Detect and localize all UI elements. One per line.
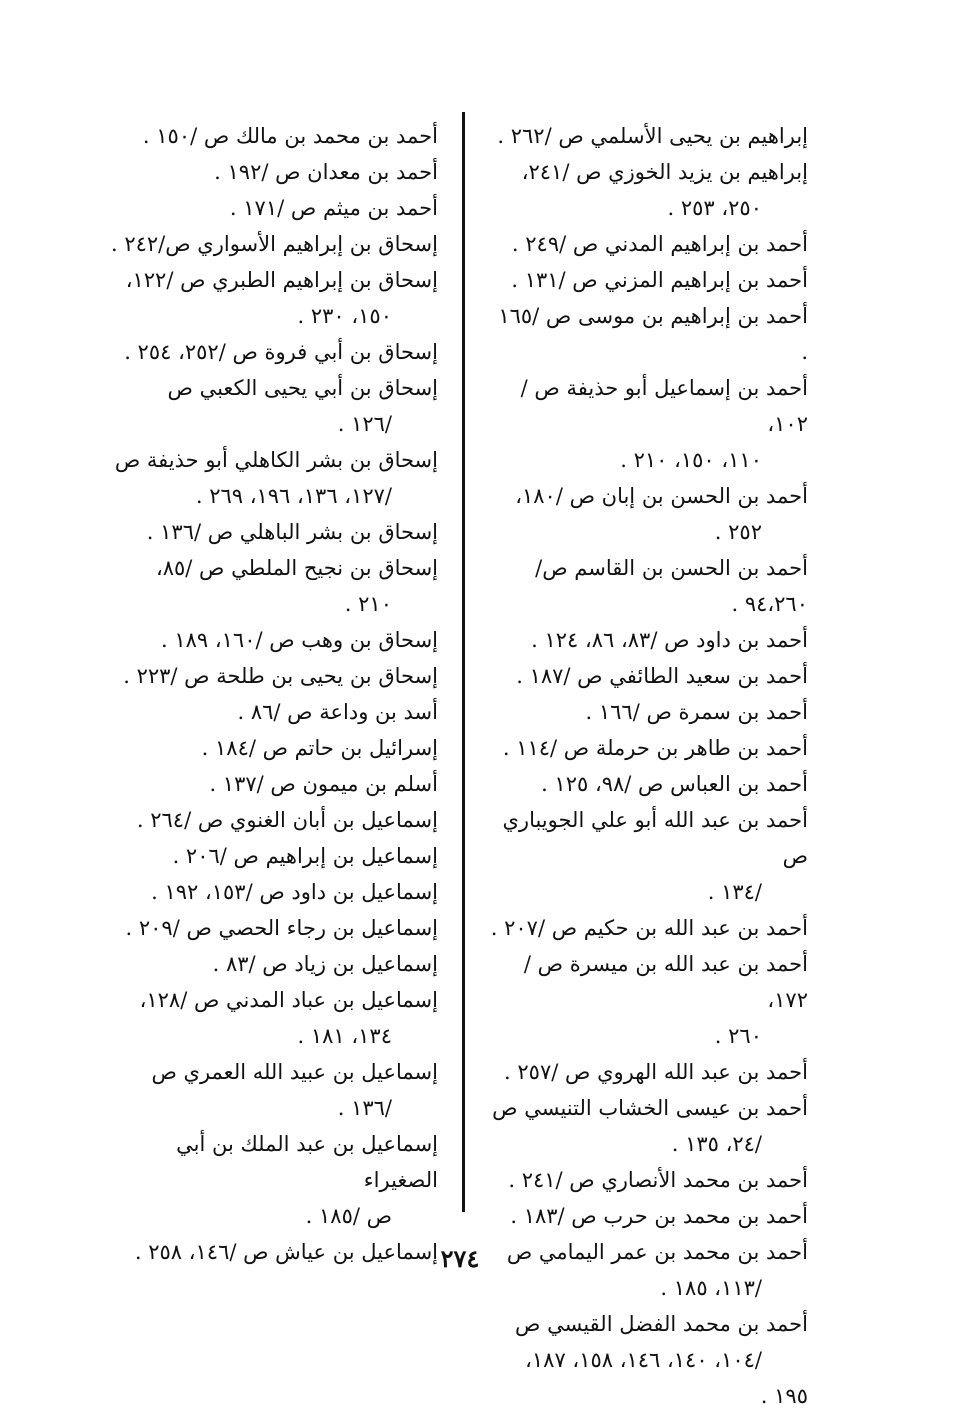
index-entry — [108, 1054, 438, 1126]
index-entry — [108, 910, 438, 946]
index-entry-text: أسد بن وداعة ص /٨٦ . — [237, 700, 438, 724]
index-entry-continuation: ٢٥٠، ٢٥٣ . — [667, 196, 762, 220]
index-entry-continuation: /٢٤، ١٣٥ . — [671, 1132, 762, 1156]
index-entry-text: أحمد بن الحسن بن إبان ص /١٨٠، — [515, 484, 808, 508]
index-entry-text: إسحاق بن بشر الباهلي ص /١٣٦ . — [146, 520, 438, 544]
index-entry-text: إسماعيل بن داود ص /١٥٣، ١٩٢ . — [151, 880, 438, 904]
index-entry-text: أحمد بن داود ص /٨٣، ٨٦، ١٢٤ . — [531, 628, 808, 652]
index-entry-continuation: /١١٣، ١٨٥ . — [660, 1276, 762, 1300]
index-entry — [488, 478, 808, 550]
index-entry-text: إبراهيم بن يحيى الأسلمي ص /٢٦٢ . — [497, 124, 808, 148]
index-entry — [108, 766, 438, 802]
index-entry-text: أحمد بن عبد الله الهروي ص /٢٥٧ . — [504, 1060, 808, 1084]
index-entry-text: أحمد بن سمرة ص /١٦٦ . — [585, 700, 808, 724]
index-entry-text: إسحاق بن أبي فروة ص /٢٥٢، ٢٥٤ . — [124, 340, 438, 364]
index-entry — [488, 1162, 808, 1198]
index-entry — [108, 658, 438, 694]
index-entry — [108, 730, 438, 766]
index-entry-continuation: /١٠٤، ١٤٠، ١٤٦، ١٥٨، ١٨٧، — [525, 1348, 762, 1372]
index-entry — [108, 190, 438, 226]
index-entry — [488, 370, 808, 478]
index-entry — [488, 946, 808, 1054]
index-entry-text: إسحاق بن إبراهيم الأسواري ص/٢٤٢ . — [110, 232, 438, 256]
index-entry-continuation: ١٣٤، ١٨١ . — [297, 1024, 392, 1048]
index-column-right — [488, 118, 808, 1414]
index-entry — [488, 1378, 808, 1414]
index-entry — [488, 550, 808, 622]
index-entry-text: إسماعيل بن عياش ص /١٤٦، ٢٥٨ . — [134, 1240, 438, 1264]
index-entry-text: أحمد بن محمد بن حرب ص /١٨٣ . — [510, 1204, 808, 1228]
index-entry-text: إسماعيل بن عبيد الله العمري ص — [151, 1060, 438, 1084]
index-entry-continuation: ص /١٨٥ . — [305, 1204, 392, 1228]
index-entry — [108, 802, 438, 838]
index-entry-text: أحمد بن سعيد الطائفي ص /١٨٧ . — [516, 664, 808, 688]
index-entry — [108, 874, 438, 910]
index-entry — [488, 1054, 808, 1090]
index-entry-text: أحمد بن محمد بن مالك ص /١٥٠ . — [142, 124, 438, 148]
index-entry-text: ١٩٥ . — [760, 1384, 808, 1408]
index-entry — [488, 154, 808, 226]
index-entry — [108, 226, 438, 262]
index-entry-text: إسماعيل بن عباد المدني ص /١٢٨، — [139, 988, 438, 1012]
index-entry-text: أحمد بن عبد الله بن حكيم ص /٢٠٧ . — [490, 916, 808, 940]
index-entry-text: أحمد بن عبد الله أبو علي الجويباري ص — [502, 808, 808, 868]
index-entry-continuation: /١٣٤ . — [707, 880, 762, 904]
index-entry — [488, 118, 808, 154]
index-entry-continuation: ٢١٠ . — [344, 592, 392, 616]
index-column-left — [108, 118, 438, 1270]
index-entry — [108, 550, 438, 622]
index-entry-text: أحمد بن عبد الله بن ميسرة ص /١٧٢، — [523, 952, 808, 1012]
index-entry-continuation: ١١٠، ١٥٠، ٢١٠ . — [620, 448, 762, 472]
index-entry-text: أحمد بن طاهر بن حرملة ص /١١٤ . — [502, 736, 808, 760]
index-entry — [108, 118, 438, 154]
index-entry — [108, 1234, 438, 1270]
index-entry — [488, 766, 808, 802]
index-entry — [488, 910, 808, 946]
index-entry — [108, 694, 438, 730]
index-entry — [108, 622, 438, 658]
index-entry — [108, 982, 438, 1054]
index-entry-text: أحمد بن العباس ص /٩٨، ١٢٥ . — [541, 772, 808, 796]
index-entry-text: إسماعيل بن إبراهيم ص /٢٠٦ . — [172, 844, 438, 868]
index-entry-text: أحمد بن معدان ص /١٩٢ . — [214, 160, 438, 184]
index-entry-continuation: ٢٥٢ . — [714, 520, 762, 544]
index-entry — [108, 946, 438, 982]
index-entry — [108, 838, 438, 874]
index-entry-text: أحمد بن إبراهيم المزني ص /١٣١ . — [511, 268, 808, 292]
index-entry-text: إسماعيل بن عبد الملك بن أبي الصغيراء — [176, 1132, 438, 1192]
index-entry-text: إسماعيل بن زياد ص /٨٣ . — [212, 952, 438, 976]
index-entry — [108, 442, 438, 514]
index-entry-continuation: ٢٦٠ . — [714, 1024, 762, 1048]
index-entry — [488, 694, 808, 730]
index-entry — [108, 370, 438, 442]
index-entry — [108, 154, 438, 190]
index-entry — [488, 622, 808, 658]
index-entry-text: إسحاق بن بشر الكاهلي أبو حذيفة ص — [114, 448, 438, 472]
index-entry-text: إسماعيل بن أبان الغنوي ص /٢٦٤ . — [136, 808, 438, 832]
index-entry-text: إسحاق بن إبراهيم الطبري ص /١٢٢، — [125, 268, 438, 292]
index-entry — [488, 262, 808, 298]
index-entry-text: أحمد بن إبراهيم بن موسى ص /١٦٥ . — [498, 304, 808, 364]
index-entry-text: إسحاق بن يحيى بن طلحة ص /٢٢٣ . — [123, 664, 438, 688]
index-entry-text: إسحاق بن أبي يحيى الكعبي ص — [167, 376, 438, 400]
index-entry — [488, 1234, 808, 1306]
index-entry-text: إسرائيل بن حاتم ص /١٨٤ . — [201, 736, 438, 760]
index-entry-continuation: ١٥٠، ٢٣٠ . — [297, 304, 392, 328]
index-entry-text: أحمد بن ميثم ص /١٧١ . — [229, 196, 438, 220]
index-entry — [488, 298, 808, 370]
index-entry — [488, 1198, 808, 1234]
index-entry-text: إسحاق بن نجيح الملطي ص /٨٥، — [155, 556, 438, 580]
index-entry-continuation: /١٢٦ . — [337, 412, 392, 436]
index-entry-continuation: /١٣٦ . — [337, 1096, 392, 1120]
index-entry — [108, 262, 438, 334]
index-entry — [488, 1090, 808, 1162]
index-entry — [488, 802, 808, 910]
index-entry-text: إسماعيل بن رجاء الحصي ص /٢٠٩ . — [125, 916, 438, 940]
index-entry-text: أحمد بن إسماعيل أبو حذيفة ص /١٠٢، — [520, 376, 808, 436]
index-entry — [108, 334, 438, 370]
index-entry-text: أحمد بن محمد الأنصاري ص /٢٤١ . — [508, 1168, 808, 1192]
index-entry-text: أسلم بن ميمون ص /١٣٧ . — [209, 772, 438, 796]
index-entry-text: إسحاق بن وهب ص /١٦٠، ١٨٩ . — [160, 628, 438, 652]
index-entry — [488, 730, 808, 766]
index-entry — [488, 226, 808, 262]
index-entry-continuation: /١٢٧، ١٣٦، ١٩٦، ٢٦٩ . — [195, 484, 392, 508]
index-entry-text: أحمد بن محمد الفضل القيسي ص — [515, 1312, 808, 1336]
index-entry — [108, 514, 438, 550]
index-entry-text: أحمد بن محمد بن عمر اليمامي ص — [506, 1240, 808, 1264]
index-entry-text: أحمد بن عيسى الخشاب التنيسي ص — [492, 1096, 808, 1120]
index-entry — [488, 658, 808, 694]
index-entry-text: إبراهيم بن يزيد الخوزي ص /٢٤١، — [521, 160, 808, 184]
page-number: ٢٧٤ — [440, 1244, 480, 1273]
column-divider — [462, 112, 465, 1212]
index-entry-text: أحمد بن الحسن بن القاسم ص/٩٤،٢٦٠ . — [535, 556, 808, 616]
index-entry-text: أحمد بن إبراهيم المدني ص /٢٤٩ . — [511, 232, 808, 256]
index-entry — [488, 1306, 808, 1378]
index-entry — [108, 1126, 438, 1234]
